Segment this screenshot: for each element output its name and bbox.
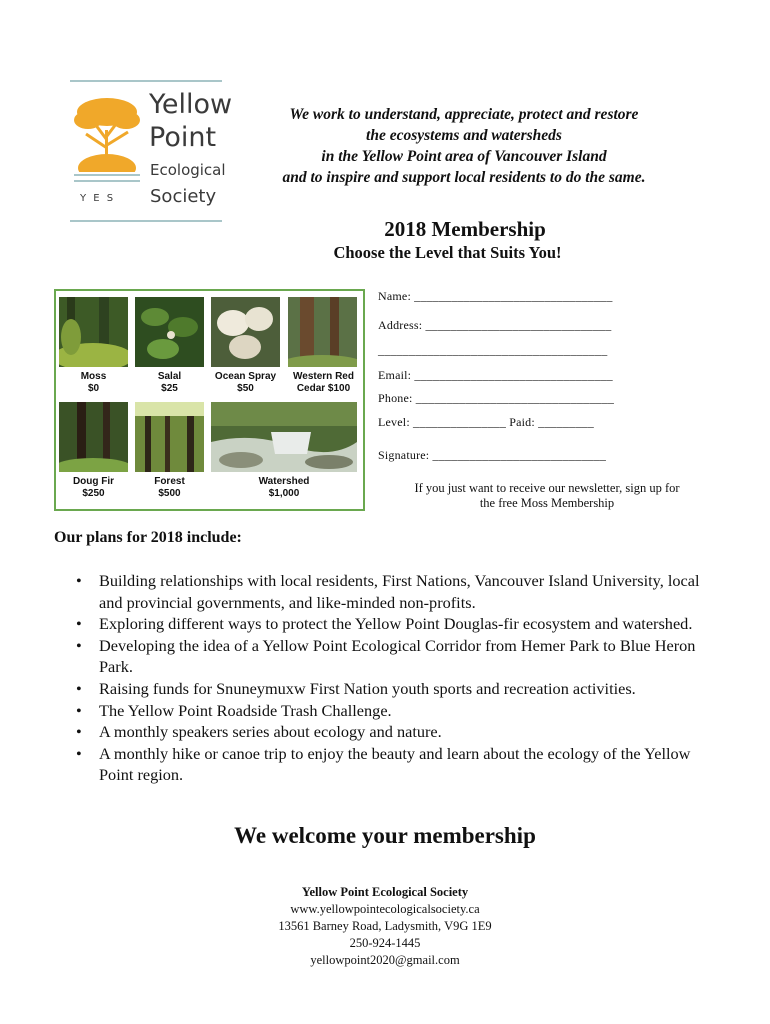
ocean-spray-photo <box>211 297 280 367</box>
list-item: • Raising funds for Snuneymuxw First Nation youth sports and recreation activities. <box>76 678 636 698</box>
list-item: • A monthly hike or canoe trip to enjoy the beauty and learn about the ecology of the Yellow Point region. <box>76 743 691 785</box>
water-line <box>74 174 140 176</box>
org-name: Yellow Point Ecological Society <box>301 885 469 899</box>
phone-number: 250-924-1445 <box>349 936 421 950</box>
membership-levels-panel <box>54 289 365 511</box>
salal-photo <box>135 297 204 367</box>
doug-fir-photo <box>59 402 128 472</box>
name-field[interactable]: Name: ________________________________ <box>378 289 613 303</box>
mission-line: We work to understand, appreciate, protect and restore <box>289 106 639 123</box>
level-label: Doug Fir $250 <box>72 476 115 499</box>
forest-photo <box>135 402 204 472</box>
website-link[interactable]: www.yellowpointecologicalsociety.ca <box>290 902 480 916</box>
logo-top-rule <box>70 80 222 82</box>
level-label: Forest $500 <box>154 476 185 499</box>
logo-initials: Y E S <box>80 193 116 204</box>
logo-word-yellow: Yellow <box>149 89 233 120</box>
membership-subtitle: Choose the Level that Suits You! <box>333 243 562 262</box>
water-line <box>74 180 140 182</box>
email-link[interactable]: yellowpoint2020@gmail.com <box>310 953 460 967</box>
yes-logo <box>70 80 233 222</box>
mission-line: in the Yellow Point area of Vancouver Island <box>321 148 607 165</box>
level-label: Salal $25 <box>157 371 182 394</box>
email-field[interactable]: Email: ________________________________ <box>378 368 613 382</box>
plans-heading: Our plans for 2018 include: <box>54 529 242 546</box>
phone-field[interactable]: Phone: ________________________________ <box>378 391 615 405</box>
level-label: Ocean Spray $50 <box>214 371 277 394</box>
logo-word-ecological: Ecological <box>150 161 226 179</box>
signature-field[interactable]: Signature: ____________________________ <box>378 448 607 462</box>
list-item: • A monthly speakers series about ecology and nature. <box>76 722 442 742</box>
newsletter-note: If you just want to receive our newsletter, sign up for the free Moss Membership <box>414 481 680 510</box>
mission-line: the ecosystems and watersheds <box>366 127 562 144</box>
level-label: Watershed $1,000 <box>258 476 310 499</box>
mission-statement <box>250 104 678 188</box>
logo-bottom-rule <box>70 220 222 222</box>
mission-line: and to inspire and support local residents to do the same. <box>282 169 646 186</box>
contact-block <box>225 884 545 969</box>
address-field[interactable]: Address: ______________________________ <box>378 318 612 332</box>
level-label: Moss $0 <box>80 371 107 394</box>
watershed-photo <box>211 402 357 472</box>
level-label: Western Red Cedar $100 <box>293 371 354 394</box>
street-address: 13561 Barney Road, Ladysmith, V9G 1E9 <box>278 919 492 933</box>
logo-word-society: Society <box>150 186 217 207</box>
membership-title: 2018 Membership <box>384 217 546 241</box>
list-item: • Developing the idea of a Yellow Point Ecological Corridor from Hemer Park to Blue Heron Park. <box>76 635 696 677</box>
list-item: • The Yellow Point Roadside Trash Challenge. <box>76 700 392 720</box>
logo-word-point: Point <box>149 122 217 153</box>
western-red-cedar-photo <box>288 297 357 367</box>
plans-list <box>76 570 726 786</box>
welcome-heading: We welcome your membership <box>234 823 536 848</box>
level-paid-field[interactable]: Level: _______________ Paid: _________ <box>378 415 594 429</box>
list-item: • Exploring different ways to protect the Yellow Point Douglas-fir ecosystem and watershed. <box>76 614 693 634</box>
moss-photo <box>59 297 128 367</box>
address-line-2-field[interactable]: _____________________________________ <box>378 343 608 357</box>
list-item: • Building relationships with local residents, First Nations, Vancouver Island University, local and provincial governments, and like-minded non-profits. <box>76 571 700 612</box>
